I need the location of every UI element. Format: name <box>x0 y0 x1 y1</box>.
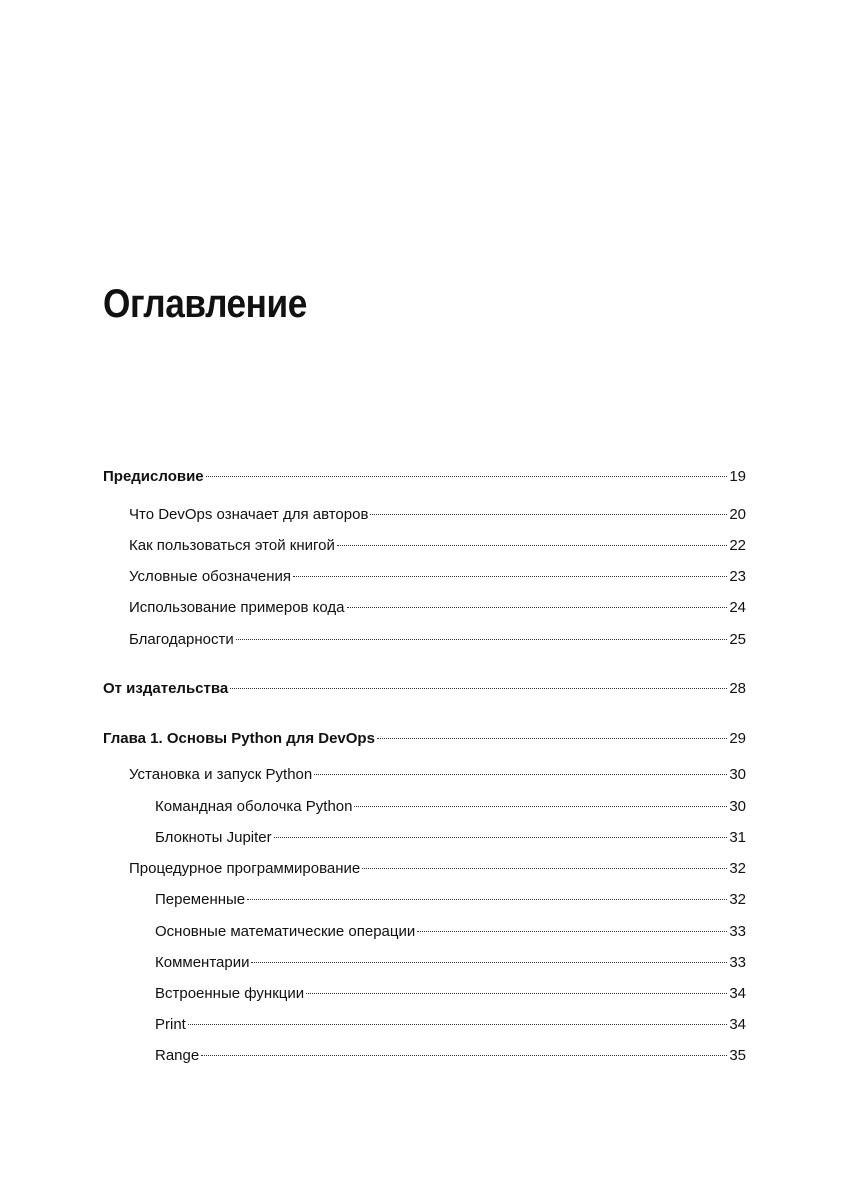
toc-dot-leader <box>306 993 727 994</box>
toc-entry-title: Встроенные функции <box>155 985 305 1002</box>
toc-entry-chapter-1[interactable] <box>103 728 746 750</box>
toc-dot-leader <box>362 868 727 869</box>
toc-entry-python-shell[interactable] <box>155 796 746 818</box>
toc-dot-leader <box>247 899 727 900</box>
toc-page-number: 24 <box>729 599 746 616</box>
toc-entry-install-python[interactable] <box>129 764 746 786</box>
toc-entry-preface[interactable] <box>103 466 746 488</box>
toc-entry-comments[interactable] <box>155 952 746 974</box>
toc-dot-leader <box>314 774 727 775</box>
toc-entry-title: Глава 1. Основы Python для DevOps <box>103 730 375 747</box>
toc-entry-variables[interactable] <box>155 889 746 911</box>
toc-entry-how-to-use-book[interactable] <box>129 535 746 557</box>
toc-entry-title: Благодарности <box>129 631 234 648</box>
toc-entry-builtin-functions[interactable] <box>155 983 746 1005</box>
toc-page-number: 29 <box>729 730 746 747</box>
toc-entry-title: Переменные <box>155 891 246 908</box>
toc-entry-acknowledgements[interactable] <box>129 629 746 651</box>
toc-page-number: 22 <box>729 537 746 554</box>
toc-entry-title: Условные обозначения <box>129 568 292 585</box>
toc-page-number: 33 <box>729 923 746 940</box>
toc-entry-procedural-programming[interactable] <box>129 858 746 880</box>
toc-page-number: 32 <box>729 860 746 877</box>
toc-page-number: 30 <box>729 766 746 783</box>
toc-dot-leader <box>417 931 727 932</box>
toc-dot-leader <box>236 639 728 640</box>
toc-page-number: 35 <box>729 1047 746 1064</box>
toc-entry-code-examples[interactable] <box>129 597 746 619</box>
toc-entry-title: Командная оболочка Python <box>155 798 353 815</box>
toc-entry-title: Комментарии <box>155 954 250 971</box>
toc-page-number: 30 <box>729 798 746 815</box>
toc-entry-title: От издательства <box>103 680 229 697</box>
toc-dot-leader <box>337 545 727 546</box>
toc-dot-leader <box>347 607 728 608</box>
toc-page-number: 33 <box>729 954 746 971</box>
toc-page-number: 25 <box>729 631 746 648</box>
toc-dot-leader <box>251 962 727 963</box>
toc-page-number: 34 <box>729 985 746 1002</box>
toc-entry-what-devops-means[interactable] <box>129 504 746 526</box>
toc-page-number: 28 <box>729 680 746 697</box>
toc-dot-leader <box>206 476 728 477</box>
toc-entry-title: Что DevOps означает для авторов <box>129 506 369 523</box>
toc-entry-title: Предисловие <box>103 468 204 485</box>
toc-page-number: 32 <box>729 891 746 908</box>
toc-entry-title: Использование примеров кода <box>129 599 345 616</box>
toc-entry-title: Процедурное программирование <box>129 860 361 877</box>
toc-entry-print[interactable] <box>155 1014 746 1036</box>
toc-dot-leader <box>377 738 727 739</box>
toc-entry-title: Range <box>155 1047 200 1064</box>
toc-entry-title: Основные математические операции <box>155 923 416 940</box>
toc-page-number: 34 <box>729 1016 746 1033</box>
toc-page-number: 20 <box>729 506 746 523</box>
toc-dot-leader <box>274 837 728 838</box>
toc-entry-jupiter-notebooks[interactable] <box>155 827 746 849</box>
toc-dot-leader <box>293 576 727 577</box>
toc-page-number: 19 <box>729 468 746 485</box>
toc-entry-title: Print <box>155 1016 186 1033</box>
toc-dot-leader <box>201 1055 727 1056</box>
toc-entry-basic-math[interactable] <box>155 921 746 943</box>
toc-entry-title: Блокноты Jupiter <box>155 829 272 846</box>
toc-dot-leader <box>370 514 727 515</box>
toc-entry-from-publisher[interactable] <box>103 678 746 700</box>
toc-entry-title: Как пользоваться этой книгой <box>129 537 335 554</box>
page-title: Оглавление <box>103 282 307 326</box>
toc-entry-conventions[interactable] <box>129 566 746 588</box>
toc-dot-leader <box>188 1024 727 1025</box>
toc-entry-range[interactable] <box>155 1045 746 1067</box>
toc-page-number: 31 <box>729 829 746 846</box>
toc-dot-leader <box>230 688 727 689</box>
toc-dot-leader <box>354 806 727 807</box>
toc-entry-title: Установка и запуск Python <box>129 766 313 783</box>
toc-page-number: 23 <box>729 568 746 585</box>
